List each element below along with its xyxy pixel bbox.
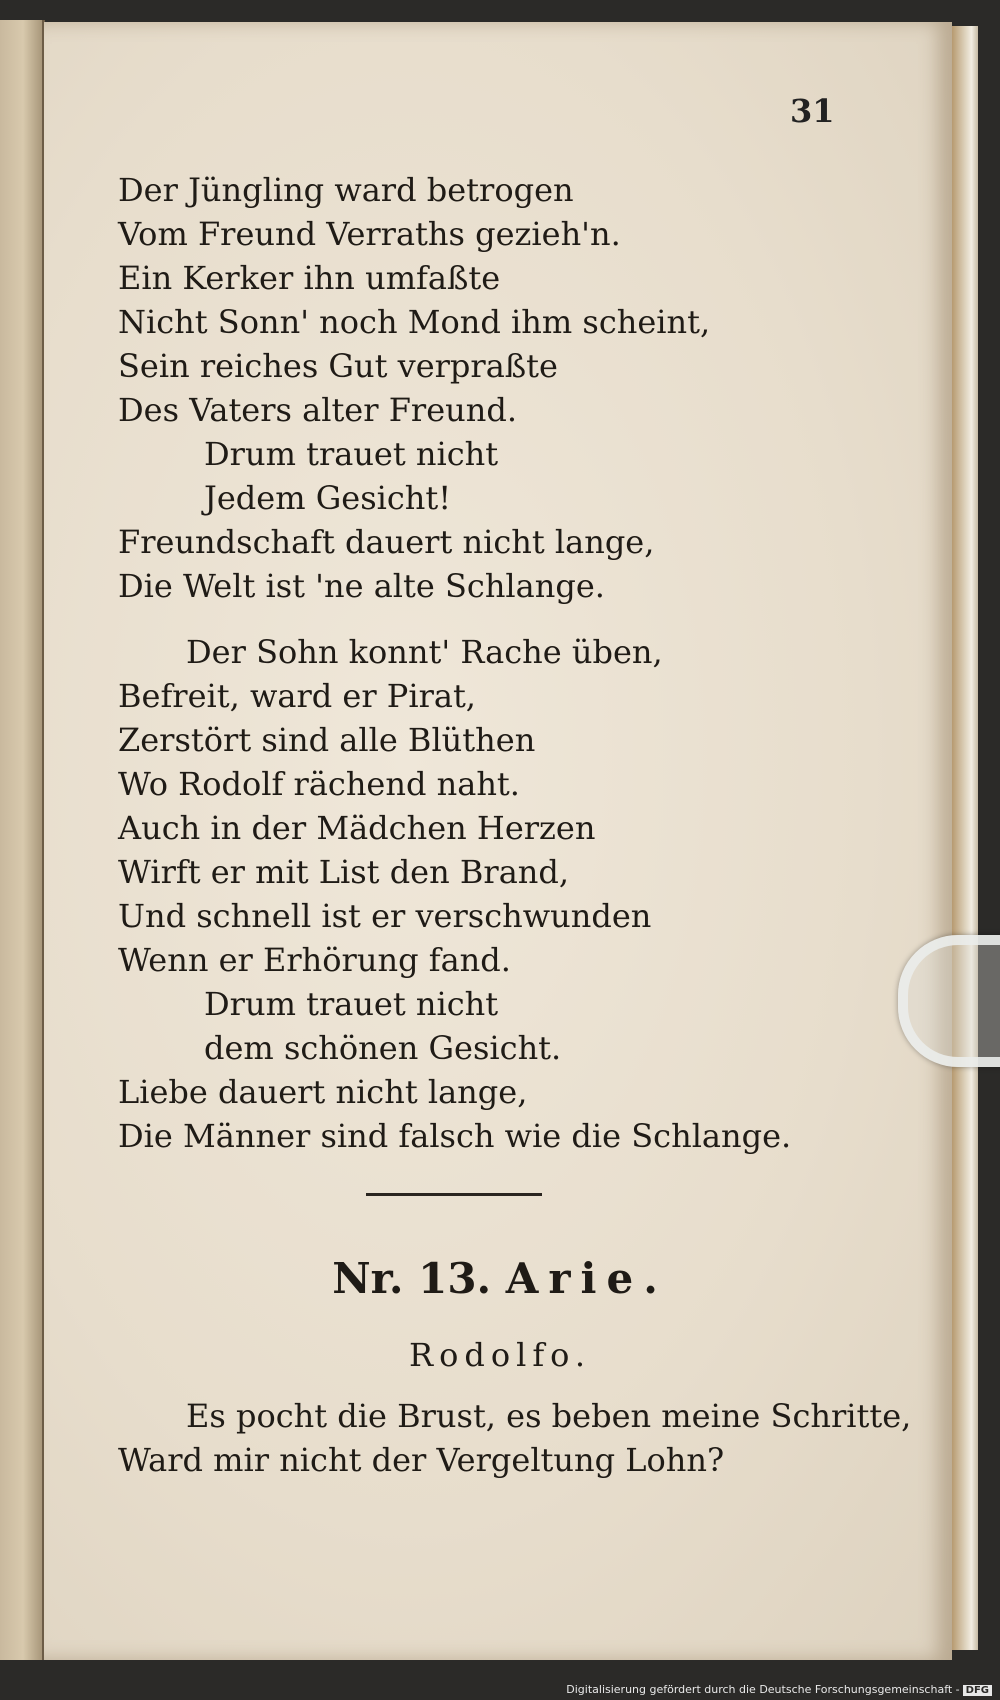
verse-line: Des Vaters alter Freund. [118, 391, 518, 429]
refrain-line: Drum trauet nicht [204, 985, 499, 1023]
section-number: Nr. 13. [332, 1254, 492, 1303]
verse-line: Die Welt ist 'ne alte Schlange. [118, 567, 605, 605]
digitization-credit [566, 1683, 992, 1696]
verse-line: Ward mir nicht der Vergeltung Lohn? [118, 1441, 725, 1479]
verse-line: Wenn er Erhörung fand. [118, 941, 511, 979]
refrain-line: Drum trauet nicht [204, 435, 499, 473]
credit-text: Digitalisierung gefördert durch die Deutsche Forschungsgemeinschaft - [566, 1683, 960, 1696]
verse-line: Nicht Sonn' noch Mond ihm scheint, [118, 303, 711, 341]
verse-line: Liebe dauert nicht lange, [118, 1073, 528, 1111]
verse-line: Die Männer sind falsch wie die Schlange. [118, 1117, 792, 1155]
page-stack-edge [952, 26, 978, 1650]
verse-line: Der Sohn konnt' Rache üben, [186, 633, 663, 671]
verse-line: Wirft er mit List den Brand, [118, 853, 570, 891]
verse-line: Der Jüngling ward betrogen [118, 171, 574, 209]
page-clip [898, 935, 1000, 1067]
dfg-logo: DFG [963, 1685, 992, 1696]
aria-text [118, 1394, 912, 1482]
character-name: Rodolfo. [408, 1336, 592, 1374]
page-number: 31 [790, 92, 835, 130]
verse-line: Und schnell ist er verschwunden [118, 897, 652, 935]
verse-line: Ein Kerker ihn umfaßte [118, 259, 501, 297]
verse-line: Freundschaft dauert nicht lange, [118, 523, 655, 561]
verse-line: Zerstört sind alle Blüthen [118, 721, 536, 759]
refrain-line: Jedem Gesicht! [204, 479, 452, 517]
stanza-1 [118, 168, 878, 608]
section-divider [366, 1193, 542, 1196]
section-heading [0, 1254, 1000, 1303]
section-title: Arie. [505, 1254, 668, 1303]
refrain-line: dem schönen Gesicht. [204, 1029, 562, 1067]
verse-line: Befreit, ward er Pirat, [118, 677, 476, 715]
verse-line: Wo Rodolf rächend naht. [118, 765, 520, 803]
verse-line: Auch in der Mädchen Herzen [118, 809, 596, 847]
verse-line: Es pocht die Brust, es beben meine Schritte, [186, 1397, 912, 1435]
stanza-2 [118, 630, 878, 1158]
left-page-edge [0, 20, 45, 1660]
verse-line: Sein reiches Gut verpraßte [118, 347, 558, 385]
verse-line: Vom Freund Verraths gezieh'n. [118, 215, 621, 253]
